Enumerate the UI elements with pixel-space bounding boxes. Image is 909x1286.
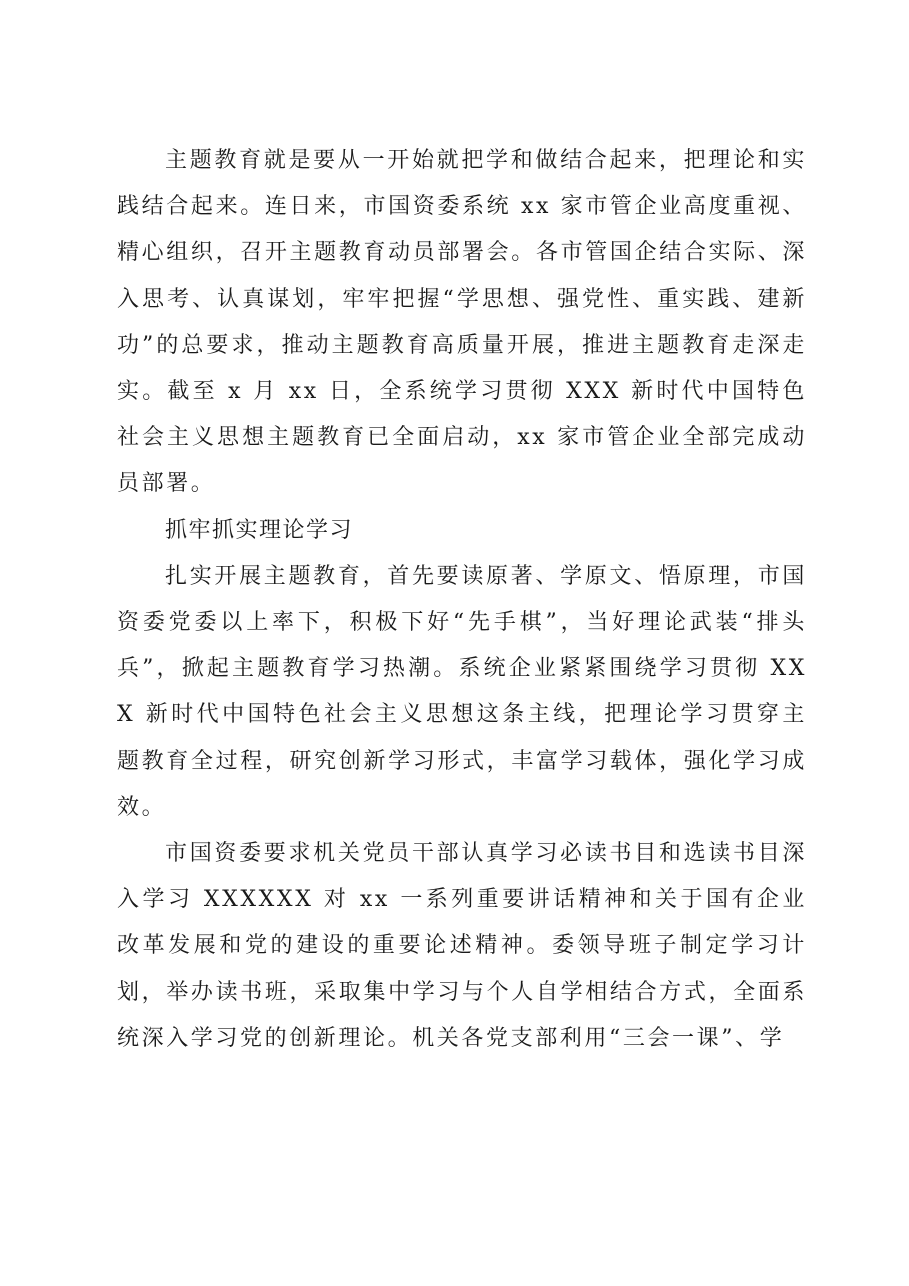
document-body [117, 138, 807, 1062]
section-heading: 抓牢抓实理论学习 [165, 517, 354, 543]
paragraph-commission-requirements: 市国资委要求机关党员干部认真学习必读书目和选读书目深入学习 XXXXXX 对 xx 一系列重要讲话精神和关于国有企业改革发展和党的建设的重要论述精神。委领导班子制定学习计划，举办读书班，采取集中学习与个人自学相结合方式，全面系统深入学习党的创新理论。机关各党支部利用“三会一课”、学 [117, 841, 807, 1051]
paragraph-intro: 主题教育就是要从一开始就把学和做结合起来，把理论和实践结合起来。连日来，市国资委系统 xx 家市管企业高度重视、精心组织，召开主题教育动员部署会。各市管国企结合实际、深入思考、认真谋划，牢牢把握“学思想、强党性、重实践、建新功”的总要求，推动主题教育高质量开展，推进主题教育走深走实。截至 x 月 xx 日，全系统学习贯彻 XXX 新时代中国特色社会主义思想主题教育已全面启动，xx 家市管企业全部完成动员部署。 [117, 148, 807, 497]
paragraph-theory-study: 扎实开展主题教育，首先要读原著、学原文、悟原理，市国资委党委以上率下，积极下好“先手棋”，当好理论武装“排头兵”，掀起主题教育学习热潮。系统企业紧紧围绕学习贯彻 XXX 新时代中国特色社会主义思想这条主线，把理论学习贯穿主题教育全过程，研究创新学习形式，丰富学习载体，强化学习成效。 [117, 563, 807, 820]
